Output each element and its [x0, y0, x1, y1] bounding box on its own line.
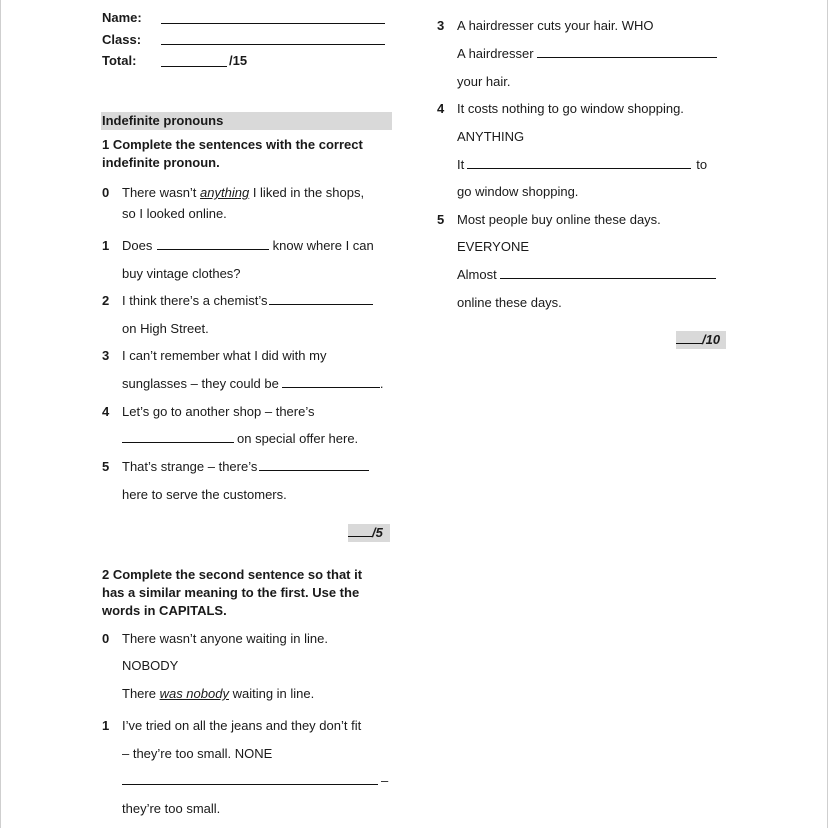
s1-item-5-cont: here to serve the customers.: [122, 487, 287, 502]
total-label: Total:: [102, 53, 137, 68]
item-text: There wasn’t anyone waiting in line.: [122, 631, 328, 646]
s1-item-5: [102, 459, 369, 474]
s2-item-3: [437, 18, 654, 33]
item-text: Does: [122, 238, 153, 253]
s2-item-1-cont: – they’re too small. NONE: [122, 746, 273, 761]
item-number: 4: [102, 404, 110, 419]
item-text: to: [696, 157, 708, 172]
name-label: Name:: [102, 10, 142, 25]
item-text: Most people buy online these days.: [457, 212, 661, 227]
s1-item-4-cont: [122, 431, 358, 446]
item-text: It: [457, 157, 465, 172]
item-text: on special offer here.: [237, 431, 359, 446]
page-left-edge: [0, 0, 1, 828]
item-number: 0: [102, 185, 110, 200]
s1-item-3-cont: [122, 376, 383, 391]
item-text: waiting in line.: [228, 686, 315, 701]
s1-item-0-cont: so I looked online.: [122, 206, 227, 221]
answer-blank[interactable]: [122, 431, 234, 443]
s2-item-1: [102, 718, 361, 733]
s2-item-3-answer-row: [457, 46, 717, 61]
item-text: sunglasses – they could be: [122, 376, 279, 391]
s1-item-4: [102, 404, 315, 419]
item-text: That’s strange – there’s: [122, 459, 258, 474]
s2-item-3-end: your hair.: [457, 74, 511, 89]
section2-score-box: [676, 331, 726, 349]
s1-item-1-cont: buy vintage clothes?: [122, 266, 241, 281]
period: .: [379, 376, 384, 391]
section1-instruction-line1: 1 Complete the sentences with the correct: [102, 137, 363, 152]
item-number: 1: [102, 718, 110, 733]
s2-item-4: [437, 101, 684, 116]
s2-item-4-answer-row: [457, 157, 707, 172]
section-title: Indefinite pronouns: [101, 112, 392, 130]
s2-item-4-word: ANYTHING: [457, 129, 525, 144]
total-blank[interactable]: [161, 55, 227, 67]
section2-instruction-line2: has a similar meaning to the first. Use the: [102, 585, 360, 600]
item-text: I’ve tried on all the jeans and they don’t fit: [122, 718, 362, 733]
item-number: 3: [102, 348, 110, 363]
section1-instruction-line2: indefinite pronoun.: [102, 155, 220, 170]
s2-item-0-word: NOBODY: [122, 658, 179, 673]
score-blank[interactable]: [348, 524, 372, 537]
s2-item-5-answer-row: [457, 267, 716, 282]
item-text: There wasn’t: [122, 185, 201, 200]
total-score: /15: [229, 53, 248, 68]
item-number: 4: [437, 101, 445, 116]
answer-blank[interactable]: [467, 157, 691, 169]
section2-instruction-line3: words in CAPITALS.: [102, 603, 227, 618]
s2-item-5-end: online these days.: [457, 295, 562, 310]
s1-item-0: [102, 185, 364, 200]
item-text: I think there’s a chemist’s: [122, 293, 268, 308]
score-blank[interactable]: [676, 331, 702, 344]
example-answer: was nobody: [159, 686, 229, 701]
item-text: A hairdresser: [457, 46, 534, 61]
answer-blank[interactable]: [269, 293, 373, 305]
item-number: 5: [437, 212, 445, 227]
s1-item-3: [102, 348, 326, 363]
answer-blank[interactable]: [122, 773, 378, 785]
item-number: 1: [102, 238, 110, 253]
s2-item-5: [437, 212, 661, 227]
s1-item-2: [102, 293, 373, 308]
s2-item-1-blank-row: [122, 773, 388, 788]
class-label: Class:: [102, 32, 142, 47]
item-text: It costs nothing to go window shopping.: [457, 101, 684, 116]
section1-score-box: [348, 524, 390, 542]
item-text: I can’t remember what I did with my: [122, 348, 327, 363]
example-answer: anything: [200, 185, 250, 200]
item-text: There: [122, 686, 160, 701]
dash: –: [381, 773, 389, 788]
section1-score: /5: [372, 525, 383, 540]
s2-item-1-end: they’re too small.: [122, 801, 221, 816]
name-blank[interactable]: [161, 12, 385, 24]
answer-blank[interactable]: [259, 459, 369, 471]
s2-item-0-answer: [122, 686, 314, 701]
item-text: I liked in the shops,: [249, 185, 365, 200]
section2-score: /10: [702, 332, 721, 347]
item-number: 3: [437, 18, 445, 33]
section2-instruction-line1: 2 Complete the second sentence so that it: [102, 567, 363, 582]
s1-item-1: [102, 238, 374, 253]
answer-blank[interactable]: [500, 267, 716, 279]
item-text: know where I can: [272, 238, 374, 253]
s2-item-5-word: EVERYONE: [457, 239, 530, 254]
item-text: Almost: [457, 267, 497, 282]
item-number: 5: [102, 459, 110, 474]
s2-item-4-end: go window shopping.: [457, 184, 579, 199]
s2-item-0: [102, 631, 328, 646]
item-number: 2: [102, 293, 110, 308]
class-blank[interactable]: [161, 33, 385, 45]
item-number: 0: [102, 631, 110, 646]
answer-blank[interactable]: [537, 46, 717, 58]
answer-blank[interactable]: [157, 238, 269, 250]
answer-blank[interactable]: [282, 376, 380, 388]
item-text: Let’s go to another shop – there’s: [122, 404, 315, 419]
item-text: A hairdresser cuts your hair. WHO: [457, 18, 654, 33]
s1-item-2-cont: on High Street.: [122, 321, 209, 336]
